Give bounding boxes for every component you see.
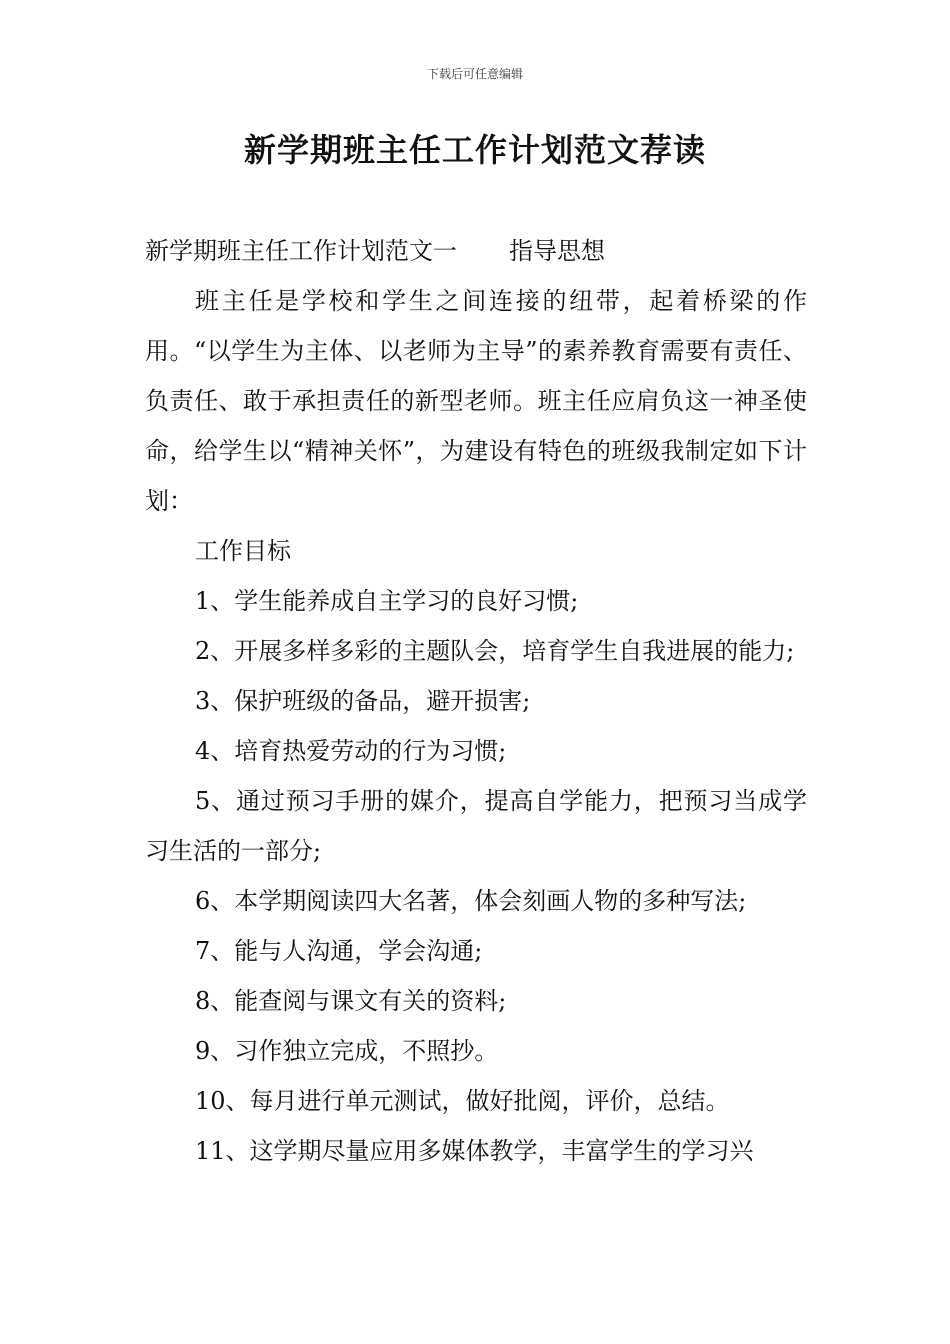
goal-item-4: 4、培育热爱劳动的行为习惯; xyxy=(195,737,507,765)
goal-item-11: 11、这学期尽量应用多媒体教学，丰富学生的学习兴 xyxy=(195,1137,754,1165)
goal-item-5: 5、通过预习手册的媒介，提高自学能力，把预习当成学习生活的一部分; xyxy=(145,787,807,865)
section-subheading xyxy=(145,226,807,276)
document-title: 新学期班主任工作计划范文荐读 xyxy=(243,131,706,169)
header-note: 下载后可任意编辑 xyxy=(426,67,523,81)
goal-item-1: 1、学生能养成自主学习的良好习惯; xyxy=(195,587,579,615)
goal-item-7: 7、能与人沟通，学会沟通; xyxy=(195,937,483,965)
goals-heading: 工作目标 xyxy=(195,537,291,565)
goal-item-6: 6、本学期阅读四大名著，体会刻画人物的多种写法; xyxy=(195,887,747,915)
goal-item-3: 3、保护班级的备品，避开损害; xyxy=(195,687,531,715)
document-body xyxy=(145,226,807,1176)
section-heading: 指导思想 xyxy=(509,237,605,265)
section-label: 新学期班主任工作计划范文一 xyxy=(145,237,457,265)
goal-item-9: 9、习作独立完成，不照抄。 xyxy=(195,1037,499,1065)
goal-item-10: 10、每月进行单元测试，做好批阅，评价，总结。 xyxy=(195,1087,730,1115)
intro-paragraph: 班主任是学校和学生之间连接的纽带，起着桥梁的作用。“以学生为主体、以老师为主导”的素养教育需要有责任、负责任、敢于承担责任的新型老师。班主任应肩负这一神圣使命，给学生以“精神关怀”，为建设有特色的班级我制定如下计划： xyxy=(145,287,807,515)
goal-item-2: 2、开展多样多彩的主题队会，培育学生自我进展的能力; xyxy=(195,637,795,665)
goal-item-8: 8、能查阅与课文有关的资料; xyxy=(195,987,507,1015)
